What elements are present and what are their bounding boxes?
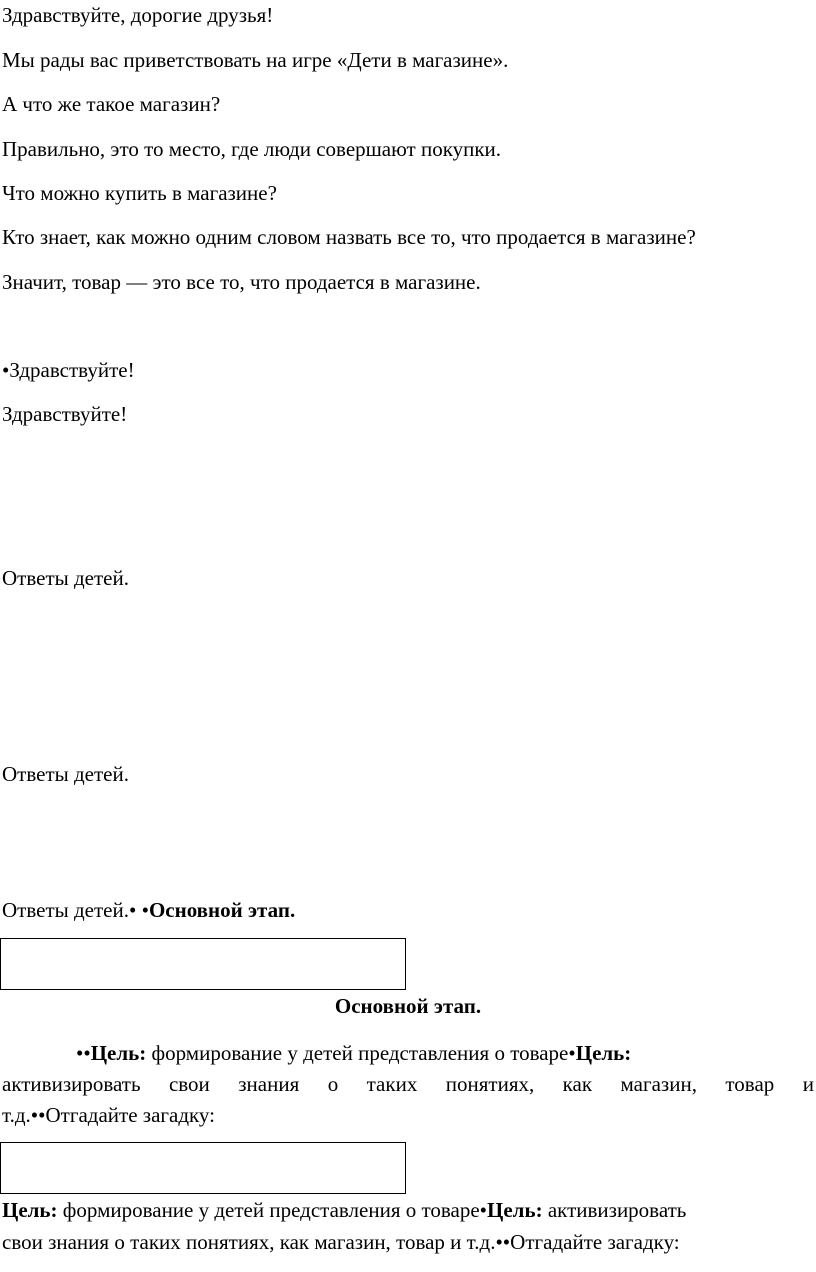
bullet-glyph: • [479, 1198, 488, 1222]
answer-3: Ответы детей. [2, 898, 129, 922]
bullet-glyphs: •• [495, 1230, 511, 1254]
answer-3-line [2, 895, 295, 925]
main-stage-inline: Основной этап. [148, 898, 296, 922]
block1-line-1 [76, 1038, 631, 1068]
block2-line-1 [2, 1195, 686, 1225]
bullet-glyph: • [568, 1041, 576, 1065]
riddle-prompt: Отгадайте загадку: [510, 1230, 680, 1254]
intro-line-1: Здравствуйте, дорогие друзья! [2, 3, 274, 27]
word: понятиях, [445, 1072, 535, 1096]
intro-line-6: Кто знает, как можно одним словом назвать все то, что продается в магазине? [2, 225, 696, 249]
line3-start: т.д. [2, 1103, 31, 1127]
word: магазин, [620, 1072, 697, 1096]
greeting-bullet: •Здравствуйте! [2, 358, 135, 382]
intro-line-2: Мы рады вас приветствовать на игре «Дети в магазине». [2, 48, 509, 72]
bullet-glyphs: •• [76, 1041, 91, 1065]
word: о [327, 1072, 339, 1096]
bullet-glyphs: •• [30, 1103, 46, 1127]
goal-label: Цель: [90, 1041, 147, 1065]
goal2-text: активизировать [542, 1198, 687, 1222]
empty-box-2 [0, 1142, 406, 1194]
word: таких [366, 1072, 418, 1096]
empty-box-1 [0, 938, 406, 990]
block2-line-2 [2, 1227, 680, 1257]
goal2-continuation: свои знания о таких понятиях, как магазин, товар и т.д. [2, 1230, 496, 1254]
word: и [802, 1072, 814, 1096]
intro-line-4: Правильно, это то место, где люди совершают покупки. [2, 137, 502, 161]
word: активизировать [2, 1072, 141, 1096]
goal2-label: Цель: [487, 1198, 543, 1222]
block1-line-2 [2, 1069, 814, 1099]
greeting-reply: Здравствуйте! [2, 402, 128, 426]
goal-text: формирование у детей представления о товаре [57, 1198, 480, 1222]
intro-line-5: Что можно купить в магазине? [2, 181, 277, 205]
bullet-glyphs: • • [128, 898, 149, 922]
answer-1: Ответы детей. [2, 566, 129, 590]
word: знания [238, 1072, 300, 1096]
intro-line-7: Значит, товар — это все то, что продается в магазине. [2, 270, 481, 294]
word: товар [725, 1072, 775, 1096]
intro-line-3: А что же такое магазин? [2, 92, 221, 116]
word: свои [168, 1072, 210, 1096]
goal-text: формирование у детей представления о товаре [146, 1041, 569, 1065]
block1-line-3 [2, 1100, 215, 1130]
goal2-label: Цель: [575, 1041, 632, 1065]
word: как [562, 1072, 593, 1096]
main-stage-heading: Основной этап. [334, 994, 482, 1018]
answer-2: Ответы детей. [2, 762, 129, 786]
goal-label: Цель: [2, 1198, 58, 1222]
riddle-prompt: Отгадайте загадку: [45, 1103, 215, 1127]
